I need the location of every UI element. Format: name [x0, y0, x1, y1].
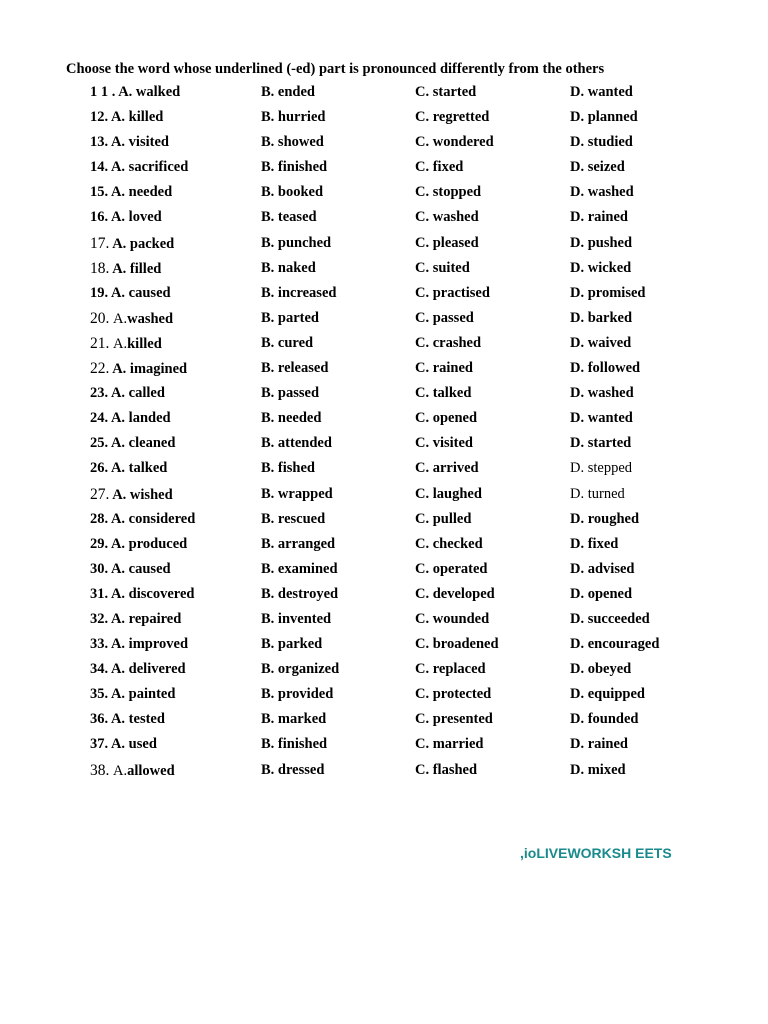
- option-d: D. obeyed: [570, 661, 632, 678]
- option-b: B. arranged: [261, 535, 336, 552]
- option-c: C. practised: [415, 284, 490, 301]
- question-option-a: [90, 536, 187, 553]
- question-number: 29.: [90, 535, 109, 552]
- option-b: B. increased: [261, 284, 337, 301]
- question-row: [0, 483, 768, 508]
- question-row: [0, 206, 768, 231]
- question-row: [0, 558, 768, 583]
- question-option-a: [90, 486, 173, 504]
- option-a-word: washed: [127, 310, 174, 327]
- question-number: 33.: [90, 636, 109, 653]
- option-c: C. opened: [415, 410, 478, 427]
- question-option-a: [90, 335, 162, 353]
- option-d: D. equipped: [570, 686, 645, 703]
- question-number: 21.: [90, 334, 110, 352]
- option-c: C. presented: [415, 711, 493, 728]
- option-a: A. used: [110, 736, 157, 753]
- option-b: B. teased: [261, 209, 317, 226]
- option-b: B. rescued: [261, 510, 326, 527]
- question-option-a: [90, 410, 171, 427]
- question-number: 19.: [90, 284, 109, 301]
- option-a: A. considered: [110, 510, 196, 527]
- option-c: C. protected: [415, 686, 492, 703]
- question-number: 31.: [90, 585, 109, 602]
- option-a: A. tested: [110, 711, 165, 728]
- option-b: B. hurried: [261, 109, 326, 126]
- option-b: B. finished: [261, 736, 328, 753]
- option-c: C. checked: [415, 535, 483, 552]
- option-c: C. washed: [415, 209, 479, 226]
- option-c: C. started: [415, 84, 477, 100]
- option-d: D. opened: [570, 585, 633, 602]
- question-option-a: [90, 460, 167, 477]
- option-a: A. painted: [110, 686, 176, 703]
- option-b: B. parked: [261, 636, 323, 653]
- question-number: 16.: [90, 209, 109, 226]
- option-d: D. advised: [570, 560, 635, 577]
- question-number: 15.: [90, 184, 109, 201]
- option-b: B. marked: [261, 711, 327, 728]
- question-option-a: [90, 109, 163, 126]
- option-a-word: allowed: [127, 762, 175, 779]
- question-option-a: [90, 711, 165, 728]
- question-row: [0, 332, 768, 357]
- option-b: B. dressed: [261, 761, 325, 778]
- question-option-a: [90, 511, 195, 528]
- option-c: C. operated: [415, 560, 488, 577]
- option-d: D. started: [570, 435, 632, 452]
- option-b: B. ended: [261, 84, 315, 100]
- option-d: D. stepped: [570, 460, 633, 477]
- question-row: [0, 683, 768, 708]
- question-row: [0, 181, 768, 206]
- option-a-letter: A.: [113, 335, 128, 352]
- option-a: A. repaired: [110, 610, 182, 627]
- question-number: 14.: [90, 159, 109, 176]
- question-option-a: [90, 561, 171, 578]
- option-a: A. caused: [110, 560, 171, 577]
- question-option-a: [90, 636, 188, 653]
- question-number: 24.: [90, 410, 109, 427]
- option-d: D. rained: [570, 209, 628, 226]
- option-b: B. organized: [261, 661, 340, 678]
- option-c: C. suited: [415, 259, 470, 276]
- question-number: 17.: [90, 234, 110, 252]
- question-option-a: [90, 686, 175, 703]
- option-c: C. regretted: [415, 109, 490, 126]
- question-row: [0, 633, 768, 658]
- option-d: D. encouraged: [570, 636, 660, 653]
- question-option-a: [90, 736, 157, 753]
- question-number: 13.: [90, 134, 109, 151]
- option-d: D. followed: [570, 360, 641, 377]
- option-a: A. delivered: [110, 661, 186, 678]
- option-b: B. needed: [261, 410, 322, 427]
- option-c: C. rained: [415, 360, 473, 377]
- question-row: [0, 131, 768, 156]
- question-number: 37.: [90, 736, 109, 753]
- question-row: [0, 106, 768, 131]
- question-number: 18.: [90, 259, 110, 277]
- option-d: D. waived: [570, 334, 632, 351]
- question-option-a: [90, 134, 169, 151]
- question-number: 1 1 .: [90, 84, 116, 100]
- question-number: 22.: [90, 360, 110, 378]
- option-a: A. talked: [110, 460, 168, 477]
- option-a: A. filled: [112, 260, 162, 277]
- option-a: A. cleaned: [110, 435, 176, 452]
- option-b: B. booked: [261, 184, 324, 201]
- question-row: [0, 708, 768, 733]
- question-row: [0, 658, 768, 683]
- option-b: B. finished: [261, 159, 328, 176]
- option-b: B. destroyed: [261, 585, 339, 602]
- option-c: C. talked: [415, 385, 472, 402]
- option-c: C. crashed: [415, 334, 482, 351]
- option-b: B. wrapped: [261, 485, 333, 502]
- option-d: D. washed: [570, 184, 634, 201]
- option-a: A. needed: [110, 184, 173, 201]
- question-row: [0, 583, 768, 608]
- question-row: [0, 81, 768, 106]
- option-b: B. showed: [261, 134, 324, 151]
- option-a: A. improved: [110, 636, 189, 653]
- option-c: C. passed: [415, 309, 474, 326]
- question-row: [0, 407, 768, 432]
- question-list: [0, 81, 768, 784]
- option-c: C. broadened: [415, 636, 499, 653]
- option-d: D. washed: [570, 385, 634, 402]
- option-b: B. cured: [261, 334, 314, 351]
- option-d: D. barked: [570, 309, 633, 326]
- option-b: B. provided: [261, 686, 334, 703]
- option-c: C. laughed: [415, 485, 482, 502]
- question-number: 27.: [90, 485, 110, 503]
- option-b: B. passed: [261, 385, 320, 402]
- option-a: A. landed: [110, 410, 171, 427]
- option-a: A. imagined: [112, 361, 188, 378]
- option-a: A. caused: [110, 284, 171, 301]
- question-option-a: [90, 360, 187, 378]
- option-b: B. parted: [261, 309, 319, 326]
- question-number: 23.: [90, 385, 109, 402]
- question-option-a: [90, 209, 162, 226]
- option-d: D. mixed: [570, 761, 626, 778]
- question-row: [0, 307, 768, 332]
- question-option-a: [90, 84, 180, 101]
- question-number: 35.: [90, 686, 109, 703]
- question-option-a: [90, 435, 175, 452]
- option-d: D. turned: [570, 485, 625, 502]
- question-row: [0, 232, 768, 257]
- question-row: [0, 457, 768, 482]
- question-row: [0, 733, 768, 758]
- option-c: C. pulled: [415, 510, 472, 527]
- question-option-a: [90, 260, 161, 278]
- option-d: D. seized: [570, 159, 625, 176]
- option-b: B. naked: [261, 259, 316, 276]
- option-c: C. wondered: [415, 134, 494, 151]
- option-b: B. punched: [261, 234, 332, 251]
- option-b: B. examined: [261, 560, 338, 577]
- option-c: C. pleased: [415, 234, 479, 251]
- option-c: C. visited: [415, 435, 473, 452]
- question-number: 34.: [90, 661, 109, 678]
- option-a-letter: A.: [113, 310, 128, 327]
- question-number: 20.: [90, 309, 110, 327]
- question-row: [0, 432, 768, 457]
- option-d: D. promised: [570, 284, 646, 301]
- option-c: C. fixed: [415, 159, 464, 176]
- option-a: A. called: [110, 385, 165, 402]
- question-option-a: [90, 159, 188, 176]
- option-a: A. packed: [112, 235, 175, 252]
- question-row: [0, 608, 768, 633]
- option-a: A. wished: [112, 486, 173, 503]
- option-d: D. wanted: [570, 84, 633, 100]
- question-row: [0, 382, 768, 407]
- question-row: [0, 156, 768, 181]
- question-row: [0, 257, 768, 282]
- option-a: A. produced: [110, 535, 188, 552]
- option-b: B. fished: [261, 460, 315, 477]
- option-c: C. arrived: [415, 460, 479, 477]
- option-c: C. married: [415, 736, 484, 753]
- option-a: A. walked: [118, 84, 181, 100]
- question-option-a: [90, 385, 165, 402]
- question-row: [0, 533, 768, 558]
- option-a: A. killed: [110, 109, 164, 126]
- question-option-a: [90, 762, 175, 780]
- option-c: C. developed: [415, 585, 495, 602]
- question-row: [0, 759, 768, 784]
- option-b: B. released: [261, 360, 329, 377]
- option-c: C. replaced: [415, 661, 486, 678]
- option-a: A. discovered: [110, 585, 195, 602]
- question-number: 12.: [90, 109, 109, 126]
- option-b: B. attended: [261, 435, 332, 452]
- option-b: B. invented: [261, 610, 332, 627]
- option-d: D. rained: [570, 736, 628, 753]
- option-a-word: killed: [127, 335, 162, 352]
- question-row: [0, 357, 768, 382]
- question-option-a: [90, 285, 171, 302]
- question-option-a: [90, 184, 172, 201]
- question-number: 32.: [90, 610, 109, 627]
- option-d: D. founded: [570, 711, 639, 728]
- question-option-a: [90, 310, 173, 328]
- question-option-a: [90, 586, 194, 603]
- instruction-heading: Choose the word whose underlined (-ed) part is pronounced differently from the others: [66, 61, 605, 77]
- question-option-a: [90, 611, 181, 628]
- question-option-a: [90, 661, 186, 678]
- question-number: 36.: [90, 711, 109, 728]
- question-row: [0, 282, 768, 307]
- option-d: D. wicked: [570, 259, 632, 276]
- question-number: 30.: [90, 560, 109, 577]
- question-row: [0, 508, 768, 533]
- option-c: C. flashed: [415, 761, 478, 778]
- option-d: D. wanted: [570, 410, 633, 427]
- option-d: D. roughed: [570, 510, 640, 527]
- question-option-a: [90, 235, 174, 253]
- question-number: 38.: [90, 761, 110, 779]
- option-a: A. visited: [110, 134, 169, 151]
- option-c: C. wounded: [415, 610, 490, 627]
- question-number: 26.: [90, 460, 109, 477]
- option-d: D. fixed: [570, 535, 619, 552]
- option-d: D. studied: [570, 134, 633, 151]
- question-number: 25.: [90, 435, 109, 452]
- option-d: D. planned: [570, 109, 638, 126]
- option-a-letter: A.: [113, 762, 128, 779]
- option-a: A. loved: [110, 209, 162, 226]
- liveworksheets-watermark: ,ioLIVEWORKSH EETS: [520, 845, 672, 861]
- question-number: 28.: [90, 510, 109, 527]
- option-c: C. stopped: [415, 184, 482, 201]
- option-a: A. sacrificed: [110, 159, 189, 176]
- option-d: D. succeeded: [570, 610, 650, 627]
- option-d: D. pushed: [570, 234, 633, 251]
